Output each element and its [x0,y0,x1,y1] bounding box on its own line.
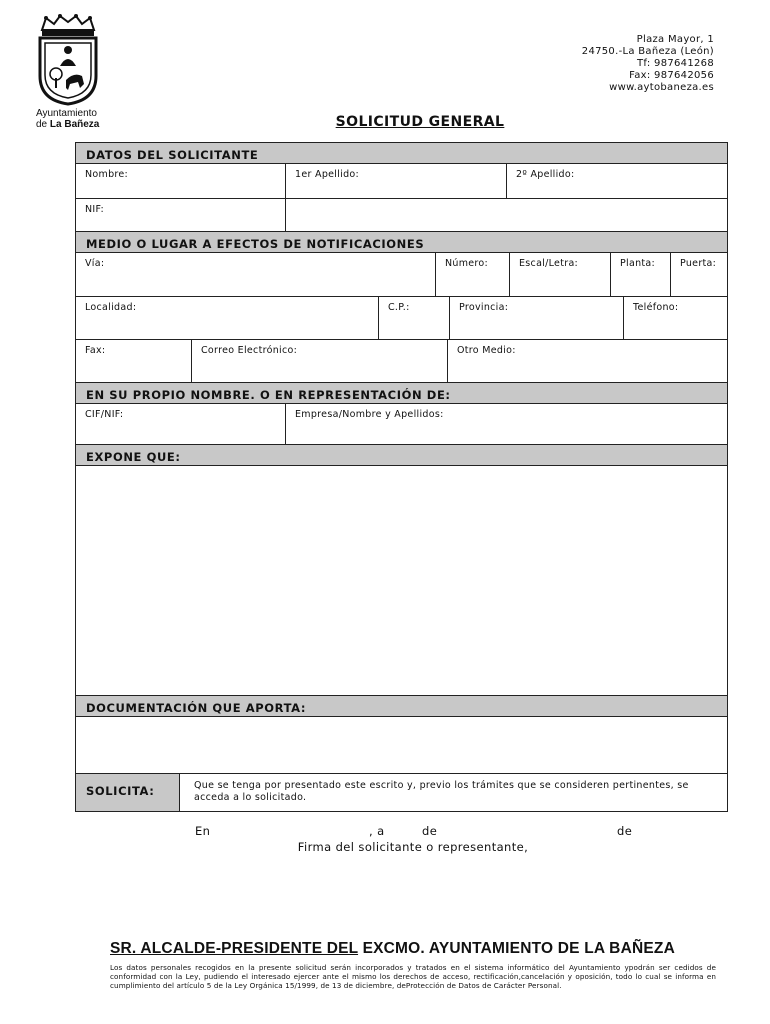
solicita-row [76,774,727,812]
via-field[interactable] [76,253,436,296]
cp-field[interactable] [379,297,450,339]
apellido1-label: 1er Apellido: [295,169,360,180]
nif-label: NIF: [85,204,105,215]
document-title: SOLICITUD GENERAL [335,114,505,130]
cif-label: CIF/NIF: [85,409,124,420]
addressee-title [110,940,675,958]
contact-address [582,34,714,94]
telefono-label: Teléfono: [633,302,679,313]
date-comma-a: , a [369,824,385,838]
section-heading-notificaciones: MEDIO O LUGAR A EFECTOS DE NOTIFICACIONES [76,232,727,253]
municipal-logo [36,14,108,130]
documentacion-textarea[interactable] [76,717,727,774]
provincia-field[interactable] [450,297,624,339]
coat-of-arms-icon [36,14,100,106]
via-label: Vía: [85,258,105,269]
section-heading-representacion: EN SU PROPIO NOMBRE. O EN REPRESENTACIÓN DE: [76,383,727,404]
addressee-underlined: SR. ALCALDE-PRESIDENTE DEL [110,940,359,957]
numero-field[interactable] [436,253,510,296]
section-heading-expone: EXPONE QUE: [76,445,727,466]
cp-label: C.P.: [388,302,410,313]
puerta-label: Puerta: [680,258,717,269]
section-heading-documentacion: DOCUMENTACIÓN QUE APORTA: [76,696,727,717]
solicita-text-line: Que se tenga por presentado este escrito y, previo los trámites que se consideren pertinentes, se [194,780,689,791]
numero-label: Número: [445,258,489,269]
telefono-field[interactable] [624,297,727,339]
apellido2-field[interactable] [507,164,727,198]
row-representation [76,404,727,445]
nombre-field[interactable] [76,164,286,198]
address-line: 24750.-La Bañeza (León) [581,46,714,57]
fax-label: Fax: [85,345,106,356]
address-line: Fax: 987642056 [629,70,714,81]
apellido1-field[interactable] [286,164,507,198]
address-line: www.aytobaneza.es [609,82,714,93]
empresa-field[interactable] [286,404,727,444]
empresa-label: Empresa/Nombre y Apellidos: [295,409,444,420]
solicita-text [180,774,727,811]
date-de-2: de [617,824,633,838]
row-names [76,164,727,199]
addressee-rest: EXCMO. AYUNTAMIENTO DE LA BAÑEZA [358,940,675,957]
fax-field[interactable] [76,340,192,382]
row-nif [76,199,727,232]
escal-label: Escal/Letra: [519,258,579,269]
section-heading-solicitante: DATOS DEL SOLICITANTE [76,143,727,164]
expone-textarea[interactable] [76,466,727,696]
date-de-1: de [422,824,438,838]
logo-text-name: La Bañeza [49,119,100,130]
correo-label: Correo Electrónico: [201,345,298,356]
row-locality [76,297,727,340]
data-protection-notice: Los datos personales recogidos en la presente solicitud serán incorporados y tratados en el sistema informático del Ayuntamiento ypodrán ser cedidos de conformidad con la Ley, pudiendo el interesado ejercer ante el mismo los derechos de acceso, rectificación,cancelación y oposición, todo lo cual se informa en cumplimiento del artículo 5 de la Ley Orgánica 15/1999, de 13 de diciembre, deProtección de Datos de Carácter Personal. [110,963,716,991]
signature-caption: Firma del solicitante o representante, [297,840,529,854]
logo-text-line1: Ayuntamiento [36,108,97,119]
nombre-label: Nombre: [85,169,129,180]
row-address [76,253,727,297]
puerta-field[interactable] [671,253,727,296]
otro-medio-field[interactable] [448,340,727,382]
row-contact [76,340,727,383]
provincia-label: Provincia: [459,302,509,313]
apellido2-label: 2º Apellido: [516,169,575,180]
nif-extra-field[interactable] [286,199,727,231]
address-line: Tf: 987641268 [637,58,714,69]
nif-field[interactable] [76,199,286,231]
solicita-text-line: acceda a lo solicitado. [194,792,307,803]
otro-medio-label: Otro Medio: [457,345,516,356]
logo-text-prefix: de [36,119,48,130]
planta-label: Planta: [620,258,656,269]
planta-field[interactable] [611,253,671,296]
address-line: Plaza Mayor, 1 [636,34,714,45]
request-form [75,142,728,812]
solicita-label: SOLICITA: [76,774,180,811]
escal-field[interactable] [510,253,611,296]
place-label: En [195,824,211,838]
cif-field[interactable] [76,404,286,444]
correo-field[interactable] [192,340,448,382]
localidad-field[interactable] [76,297,379,339]
localidad-label: Localidad: [85,302,137,313]
